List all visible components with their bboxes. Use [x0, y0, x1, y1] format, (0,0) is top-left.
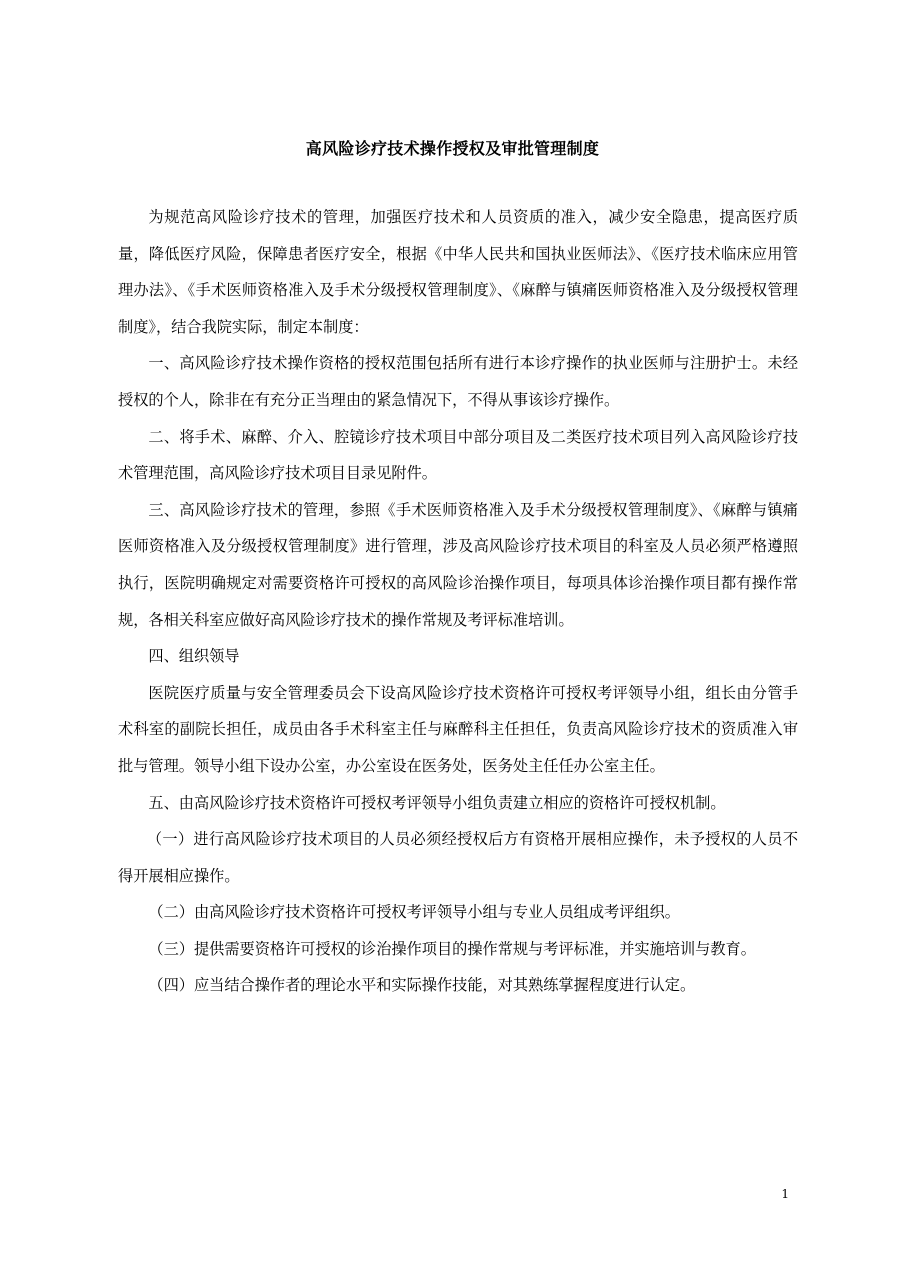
- paragraph-item-4: （四）应当结合操作者的理论水平和实际操作技能，对其熟练掌握程度进行认定。: [148, 976, 696, 995]
- paragraph-item-3: （三）提供需要资格许可授权的诊治操作项目的操作常规与考评标准，并实施培训与教育。: [148, 939, 756, 958]
- paragraph-section-4-body: 医院医疗质量与安全管理委员会下设高风险诊疗技术资格许可授权考评领导小组，组长由分管手术科室的副院长担任，成员由各手术科室主任与麻醉科主任担任，负责高风险诊疗技术的资质准入审批与管理。领导小组下设办公室，办公室设在医务处，医务处主任任办公室主任。: [118, 683, 798, 775]
- paragraph-section-1: 一、高风险诊疗技术操作资格的授权范围包括所有进行本诊疗操作的执业医师与注册护士。未经授权的个人，除非在有充分正当理由的紧急情况下，不得从事该诊疗操作。: [118, 354, 798, 409]
- paragraph-item-1: （一）进行高风险诊疗技术项目的人员必须经授权后方有资格开展相应操作，未予授权的人员不得开展相应操作。: [118, 830, 798, 885]
- paragraph-intro: 为规范高风险诊疗技术的管理，加强医疗技术和人员资质的准入，减少安全隐患，提高医疗质量，降低医疗风险，保障患者医疗安全，根据《中华人民共和国执业医师法》、《医疗技术临床应用管理办法》、《手术医师资格准入及手术分级授权管理制度》、《麻醉与镇痛医师资格准入及分级授权管理制度》，结合我院实际，制定本制度：: [118, 208, 798, 336]
- page-number: 1: [781, 1187, 789, 1201]
- paragraph-item-2: （二）由高风险诊疗技术资格许可授权考评领导小组与专业人员组成考评组织。: [148, 903, 680, 922]
- paragraph-section-4-heading: 四、组织领导: [148, 647, 240, 666]
- paragraph-section-3: 三、高风险诊疗技术的管理，参照《手术医师资格准入及手术分级授权管理制度》、《麻醉与镇痛医师资格准入及分级授权管理制度》进行管理，涉及高风险诊疗技术项目的科室及人员必须严格遵照执行，医院明确规定对需要资格许可授权的高风险诊治操作项目，每项具体诊治操作项目都有操作常规，各相关科室应做好高风险诊疗技术的操作常规及考评标准培训。: [118, 500, 798, 629]
- paragraph-section-5: 五、由高风险诊疗技术资格许可授权考评领导小组负责建立相应的资格许可授权机制。: [148, 793, 726, 812]
- document-title: 高风险诊疗技术操作授权及审批管理制度: [305, 139, 600, 158]
- paragraph-section-2: 二、将手术、麻醉、介入、腔镜诊疗技术项目中部分项目及二类医疗技术项目列入高风险诊疗技术管理范围，高风险诊疗技术项目目录见附件。: [118, 427, 798, 483]
- document-body: [118, 199, 798, 1004]
